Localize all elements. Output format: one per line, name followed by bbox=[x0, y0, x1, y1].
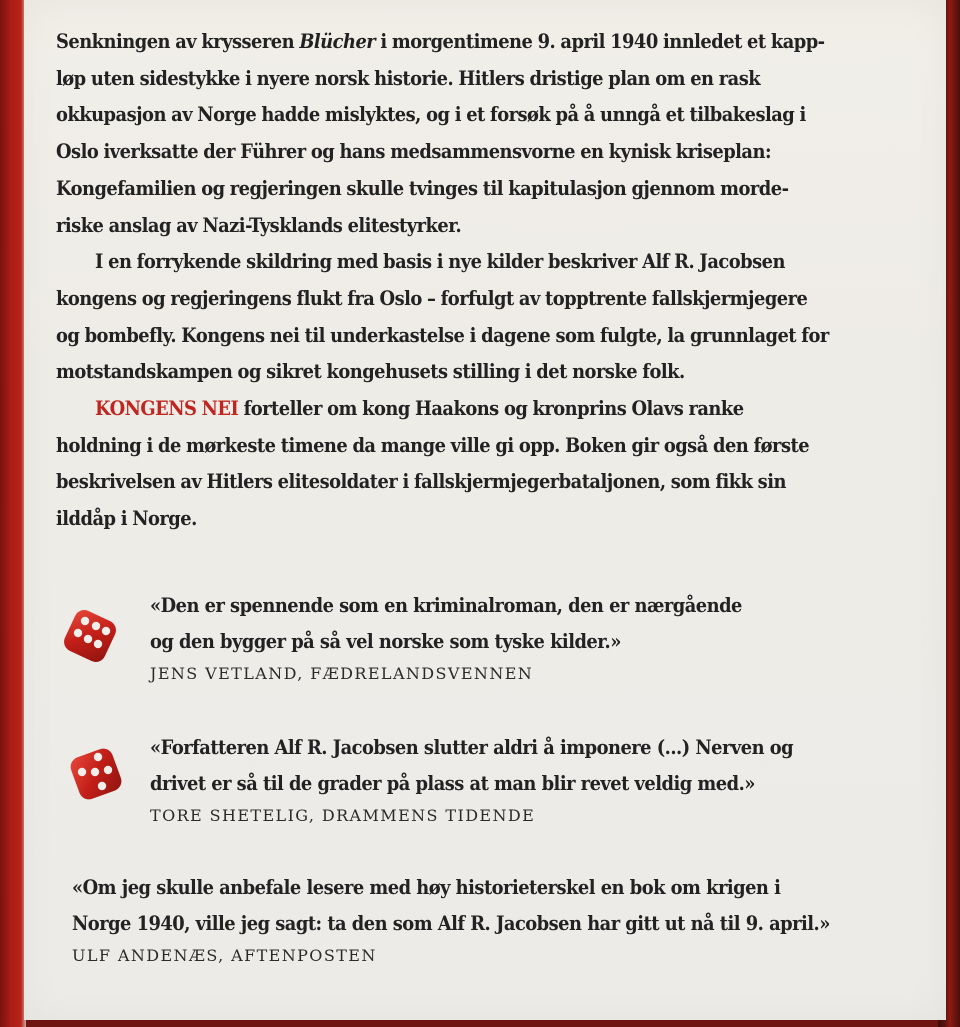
text-line: riske anslag av Nazi-Tysklands elitestyrker. bbox=[56, 213, 462, 237]
review-quote bbox=[150, 730, 793, 802]
book-title-highlight: KONGENS NEI bbox=[95, 397, 239, 421]
text-line: okkupasjon av Norge hadde mislyktes, og i et forsøk på å unngå et tilbakeslag i bbox=[56, 103, 806, 127]
quote-line: drivet er så til de grader på plass at man blir revet veldig med.» bbox=[150, 772, 755, 795]
text-line: ilddåp i Norge. bbox=[56, 507, 197, 531]
text-segment: i morgentimene 9. april 1940 innledet et kapp- bbox=[375, 30, 825, 53]
text-line: Oslo iverksatte der Führer og hans medsammensvorne en kynisk kriseplan: bbox=[56, 140, 772, 164]
description-paragraph-2 bbox=[56, 244, 856, 391]
quote-line: «Om jeg skulle anbefale lesere med høy historieterskel en bok om krigen i bbox=[72, 876, 781, 899]
review-3 bbox=[72, 870, 887, 965]
text-line: motstandskampen og sikret kongehusets stilling i det norske folk. bbox=[56, 360, 685, 384]
review-source: JENS VETLAND, FÆDRELANDSVENNEN bbox=[150, 664, 534, 683]
text-line bbox=[56, 24, 856, 61]
review-1 bbox=[150, 588, 786, 683]
text-line: løp uten sidestykke i nyere norsk historie. Hitlers dristige plan om en rask bbox=[56, 66, 761, 90]
quote-line: og den bygger på så vel norske som tyske kilder.» bbox=[150, 630, 621, 653]
review-quote bbox=[150, 588, 742, 660]
ship-name: Blücher bbox=[299, 30, 376, 53]
text-line bbox=[56, 391, 856, 428]
quote-line: Norge 1940, ville jeg sagt: ta den som Alf R. Jacobsen har gitt ut nå til 9. april.» bbox=[72, 912, 830, 935]
review-2 bbox=[150, 730, 842, 825]
description-paragraph-1 bbox=[56, 24, 856, 244]
text-line: beskrivelsen av Hitlers elitesoldater i fallskjermjegerbataljonen, som fikk sin bbox=[56, 470, 786, 494]
text-line: kongens og regjeringens flukt fra Oslo – forfulgt av topptrente fallskjermjegere bbox=[56, 286, 808, 310]
quote-line: «Forfatteren Alf R. Jacobsen slutter aldri å imponere (...) Nerven og bbox=[150, 736, 794, 759]
text-segment: Senkningen av krysseren bbox=[56, 30, 300, 53]
review-source: ULF ANDENÆS, AFTENPOSTEN bbox=[72, 946, 377, 965]
review-quote bbox=[72, 870, 830, 942]
dice-five-icon bbox=[58, 604, 122, 668]
text-line: holdning i de mørkeste timene da mange ville gi opp. Boken gir også den første bbox=[56, 433, 810, 457]
description-paragraph-3 bbox=[56, 391, 856, 538]
book-cover-left-edge bbox=[0, 0, 26, 1027]
text-segment: forteller om kong Haakons og kronprins Olavs ranke bbox=[238, 397, 744, 421]
book-description bbox=[56, 24, 856, 538]
dice-five-icon bbox=[64, 742, 128, 806]
text-line: Kongefamilien og regjeringen skulle tvinges til kapitulasjon gjennom morde- bbox=[56, 176, 789, 200]
quote-line: «Den er spennende som en kriminalroman, den er nærgående bbox=[150, 594, 742, 617]
text-line: I en forrykende skildring med basis i nye kilder beskriver Alf R. Jacobsen bbox=[95, 250, 785, 274]
text-line: og bombefly. Kongens nei til underkastelse i dagene som fulgte, la grunnlaget for bbox=[56, 323, 829, 347]
review-source: TORE SHETELIG, DRAMMENS TIDENDE bbox=[150, 806, 536, 825]
